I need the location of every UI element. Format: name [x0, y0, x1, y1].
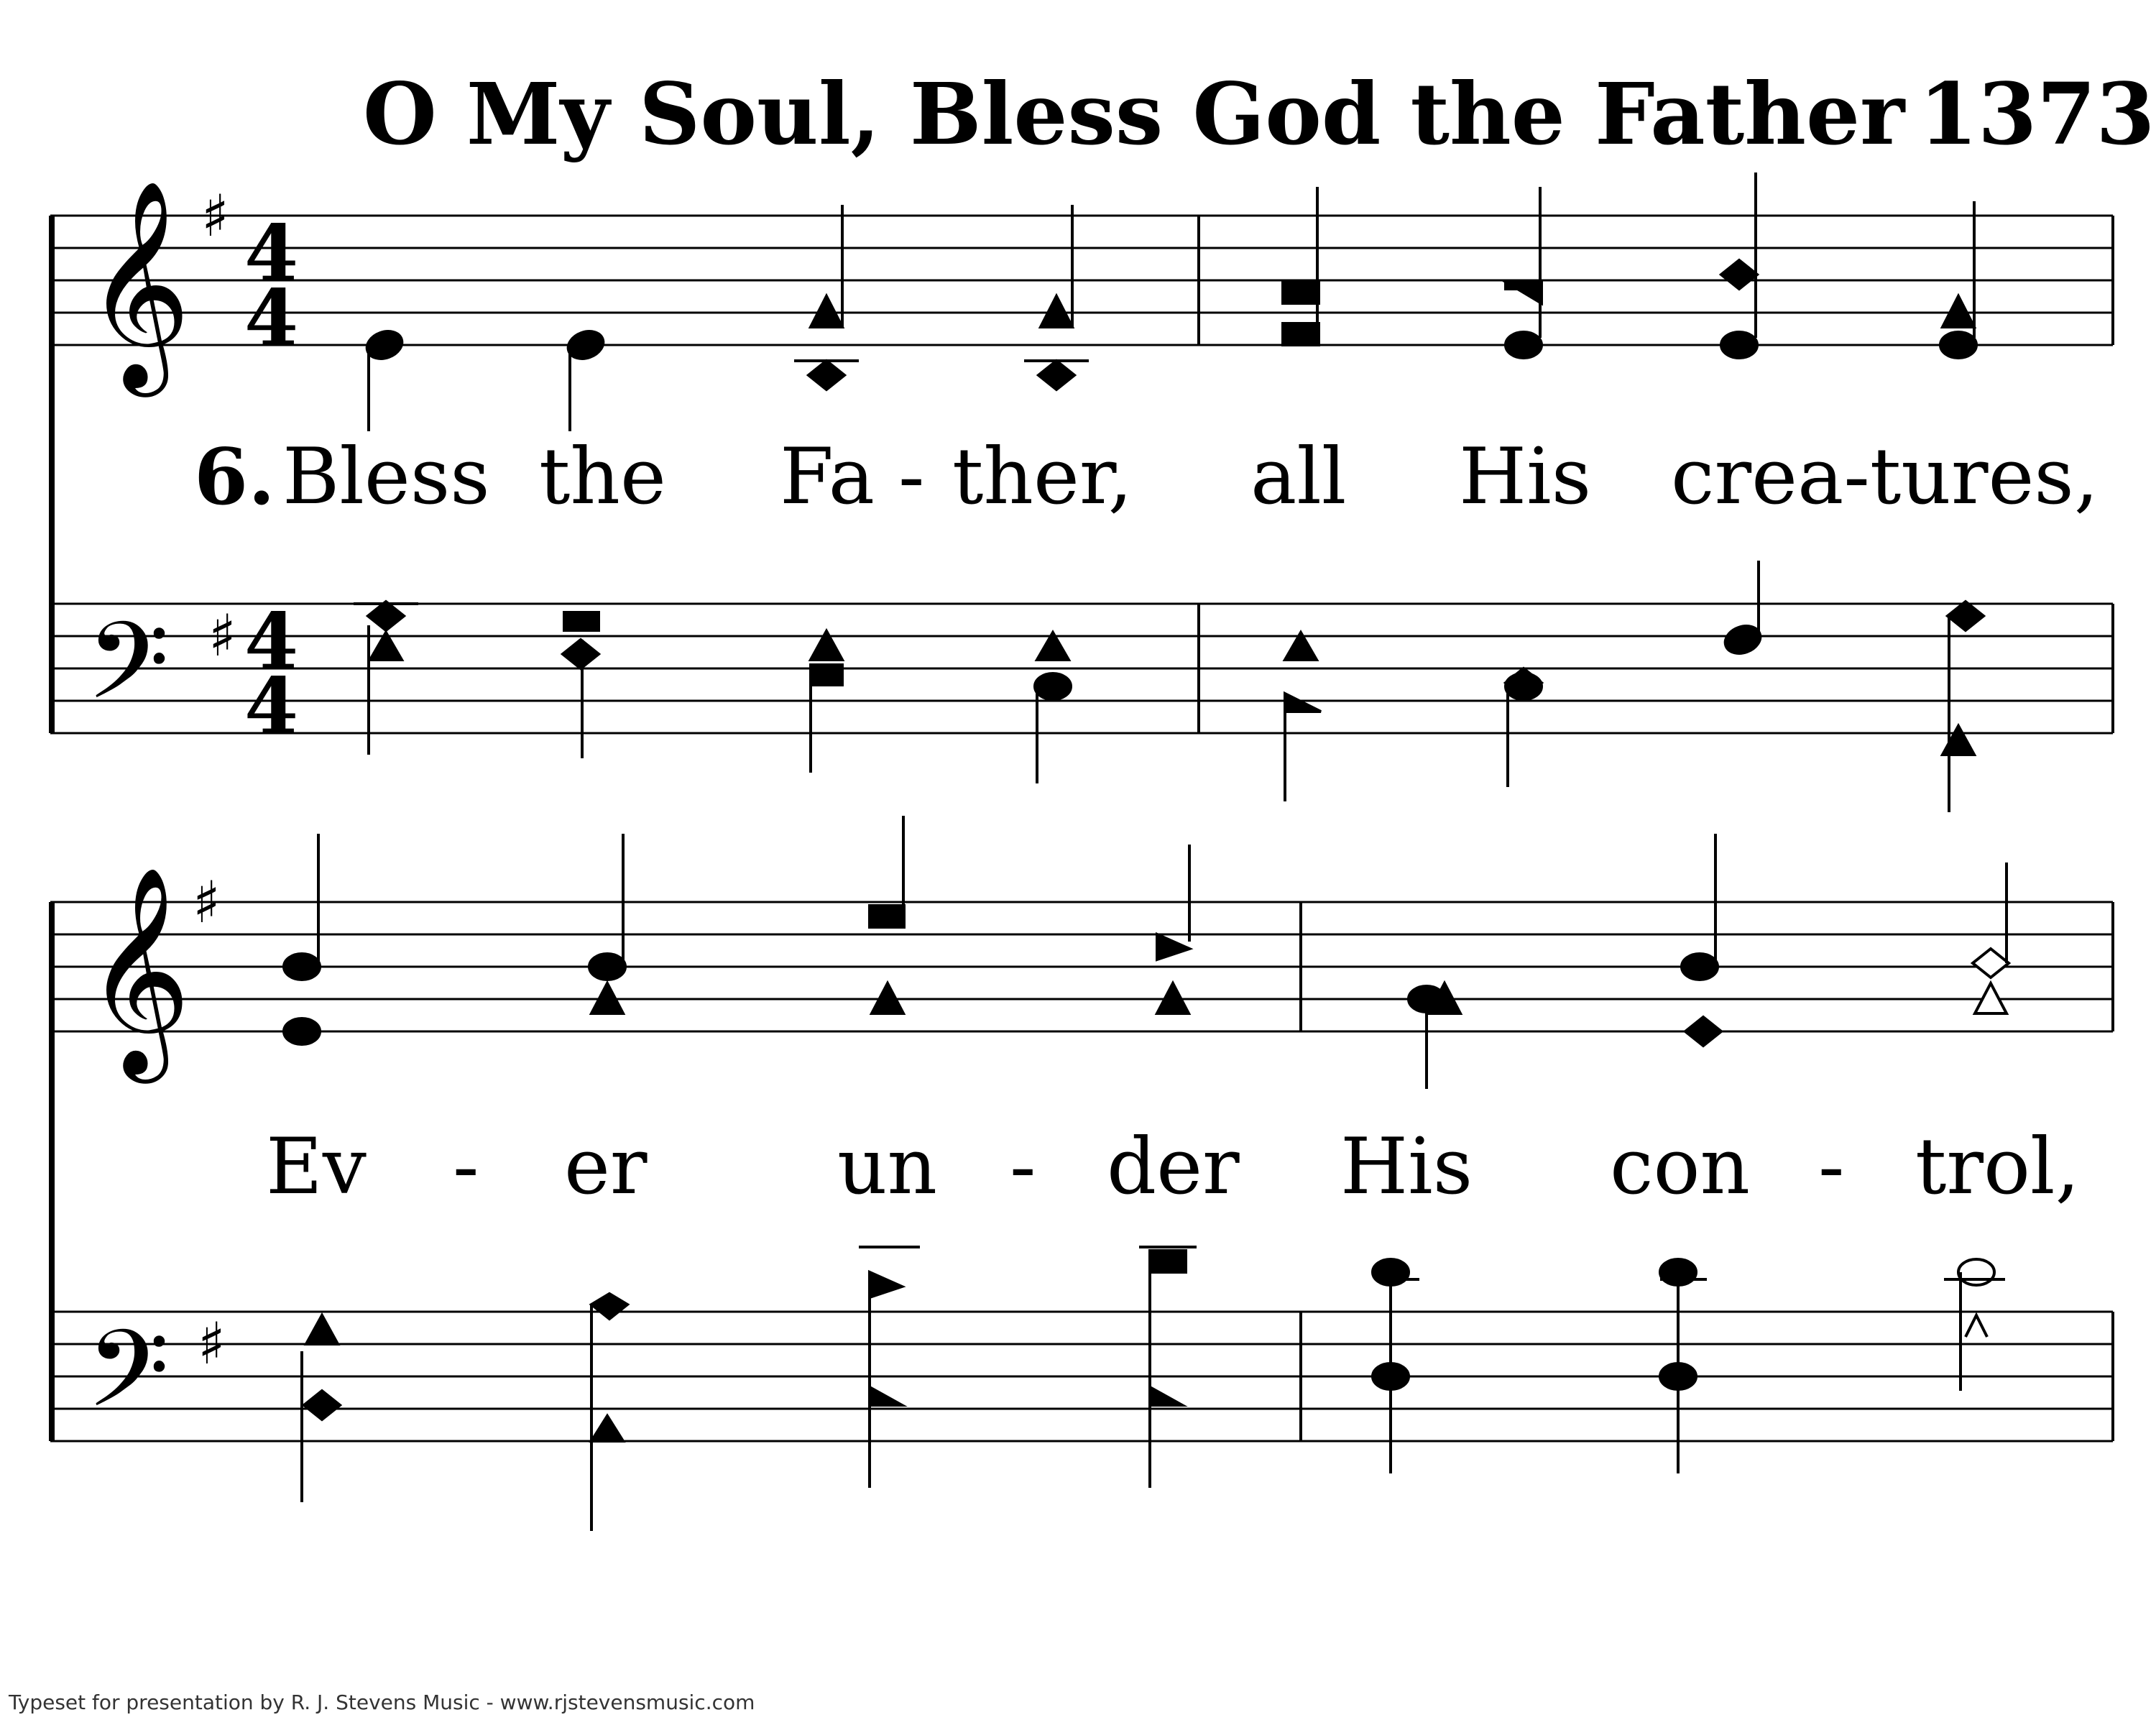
lyric-syllable: ther, [952, 432, 1133, 522]
sharp-sign: ♯ [198, 1310, 226, 1377]
lyric-syllable: - [1010, 1122, 1036, 1212]
sharp-sign: ♯ [193, 869, 221, 936]
hymn-title: O My Soul, Bless God the Father [363, 64, 1905, 164]
lyric-syllable: Ev [266, 1122, 367, 1212]
lyric-syllable: un [837, 1122, 938, 1212]
lyric-syllable: - [453, 1122, 479, 1212]
lyric-syllable: His [1459, 432, 1592, 522]
sharp-sign: ♯ [201, 183, 229, 249]
notes-treble-1 [363, 172, 1976, 431]
lyric-syllable: con [1610, 1122, 1751, 1212]
svg-text:4: 4 [244, 273, 299, 364]
bass-staff-1 [50, 604, 2113, 733]
svg-text:4: 4 [244, 597, 299, 687]
svg-text:4: 4 [244, 661, 299, 752]
svg-text:4: 4 [244, 208, 299, 299]
treble-clef-icon: 𝄞 [85, 865, 191, 1074]
treble-staff-2 [50, 902, 2113, 1031]
notes-bass-1 [354, 561, 1984, 812]
lyric-syllable: - [898, 432, 925, 522]
bass-clef-icon: 𝄢 [86, 1307, 170, 1458]
bass-clef-icon: 𝄢 [86, 599, 170, 750]
lyric-syllable: er [564, 1122, 648, 1212]
lyric-syllable: - [1818, 1122, 1845, 1212]
hymn-number: 1373 [1919, 64, 2155, 164]
verse-number: 6. [194, 432, 275, 523]
footer-credit: Typeset for presentation by R. J. Stevens Music - www.rjstevensmusic.com [9, 1690, 755, 1714]
lyric-syllable: His [1340, 1122, 1473, 1212]
lyric-syllable: Fa [780, 432, 875, 522]
lyric-syllable: all [1250, 432, 1347, 522]
notes-bass-2 [302, 1247, 2005, 1531]
bass-staff-2 [50, 1312, 2113, 1441]
notes-treble-2 [284, 816, 2009, 1089]
lyric-syllable: der [1107, 1122, 1240, 1212]
lyric-syllable: the [539, 432, 666, 522]
treble-clef-icon: 𝄞 [85, 178, 191, 387]
lyric-syllable: crea-tures, [1671, 432, 2099, 522]
lyric-syllable: Bless [282, 432, 490, 522]
treble-staff-1 [50, 216, 2113, 345]
sharp-sign: ♯ [208, 602, 236, 669]
lyric-syllable: trol, [1915, 1122, 2080, 1212]
